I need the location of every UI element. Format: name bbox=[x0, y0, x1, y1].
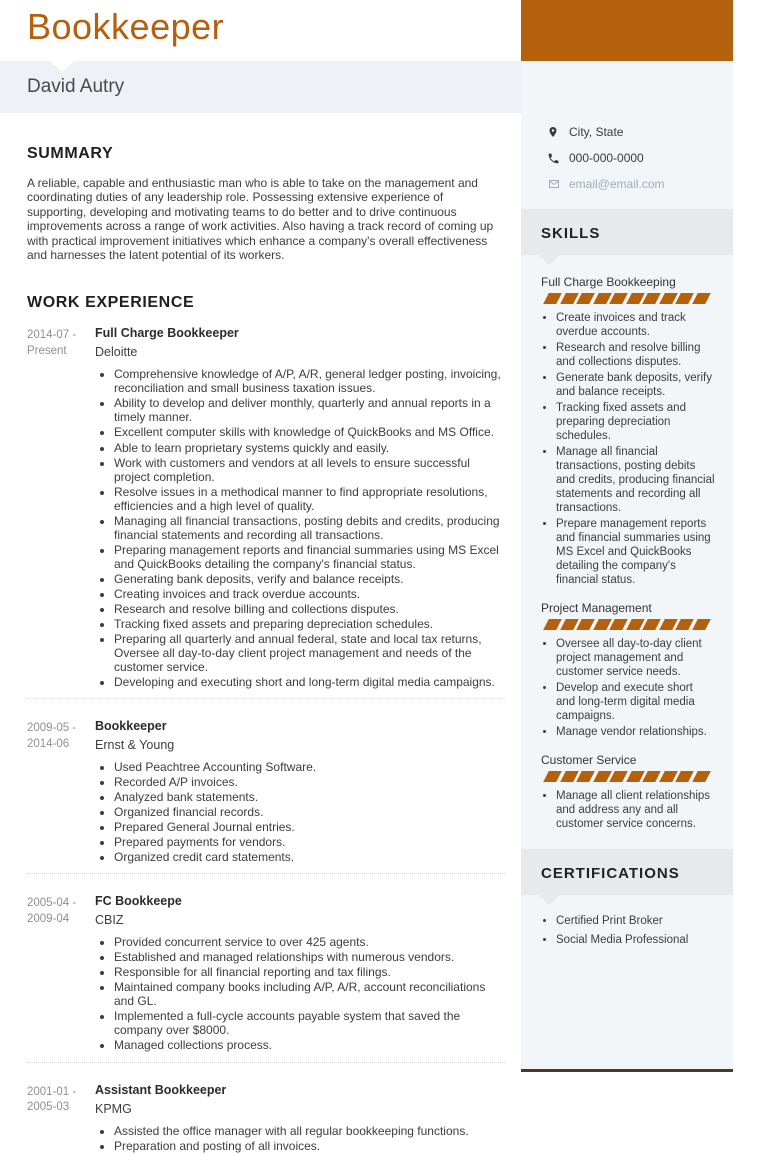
skill-bullet: • Manage all client relationships and address any and all customer service concerns. bbox=[556, 789, 715, 831]
job-bullet: • Organized credit card statements. bbox=[114, 850, 505, 864]
job-bullet: • Preparing management reports and financial summaries using MS Excel and QuickBooks detailing the company's financial status. bbox=[114, 543, 505, 571]
skill-bullet: • Generate bank deposits, verify and balance receipts. bbox=[556, 371, 715, 399]
skill-bar-segment bbox=[609, 771, 627, 782]
name-band bbox=[0, 61, 521, 113]
skill-bar-segment bbox=[593, 619, 611, 630]
job-bullet: • Tracking fixed assets and preparing depreciation schedules. bbox=[114, 617, 505, 631]
job-bullet-list bbox=[95, 367, 505, 689]
skill-bullet-list bbox=[541, 789, 715, 831]
job-company: Ernst & Young bbox=[95, 738, 175, 753]
skill-bullet: • Manage all financial transactions, posting debits and credits, producing financial statements and recording all transactions. bbox=[556, 445, 715, 515]
job-bullet: • Prepared General Journal entries. bbox=[114, 820, 505, 834]
skill-bar-segment bbox=[675, 293, 693, 304]
job-date-to: 2009-04 bbox=[27, 912, 70, 925]
job-title: Assistant Bookkeeper bbox=[95, 1082, 227, 1097]
skill-bullet: • Manage vendor relationships. bbox=[556, 725, 715, 739]
job-bullet: • Ability to develop and deliver monthly, quarterly and annual reports in a timely manner. bbox=[114, 396, 505, 424]
skill-bar bbox=[541, 771, 715, 783]
skill-bar-segment bbox=[626, 771, 644, 782]
job-date-from: 2009-05 - bbox=[27, 722, 77, 735]
job-date-to: 2005-03 bbox=[27, 1101, 70, 1114]
skill-bar-segment bbox=[692, 293, 710, 304]
skill-bar-segment bbox=[692, 771, 710, 782]
job-date-from: 2005-04 - bbox=[27, 897, 77, 910]
certifications-band bbox=[521, 849, 733, 895]
skill-item bbox=[541, 753, 715, 831]
skill-bullet-list bbox=[541, 311, 715, 587]
contact-phone-row bbox=[547, 151, 733, 165]
job-bullet: • Used Peachtree Accounting Software. bbox=[114, 760, 505, 774]
job-bullet: • Provided concurrent service to over 425 agents. bbox=[114, 935, 505, 949]
skill-bullet: • Create invoices and track overdue accounts. bbox=[556, 311, 715, 339]
job-bullet: • Able to learn proprietary systems quickly and easily. bbox=[114, 441, 505, 455]
skill-name: Project Management bbox=[541, 601, 652, 616]
job-title: Bookkeeper bbox=[95, 719, 167, 734]
job-bullet: • Maintained company books including A/P, A/R, account reconciliations and GL. bbox=[114, 980, 505, 1008]
skill-bar-segment bbox=[609, 619, 627, 630]
skill-bar-segment bbox=[642, 293, 660, 304]
phone-icon bbox=[547, 152, 563, 165]
certifications-band-notch bbox=[538, 895, 560, 905]
skill-bar-segment bbox=[593, 293, 611, 304]
skill-bullet: • Prepare management reports and financial summaries using MS Excel and QuickBooks detailing the company's financial status. bbox=[556, 517, 715, 587]
contact-email-row bbox=[547, 177, 733, 191]
skill-bar-segment bbox=[576, 293, 594, 304]
job-bullet: • Recorded A/P invoices. bbox=[114, 775, 505, 789]
job-body bbox=[95, 326, 505, 690]
skill-bar-segment bbox=[543, 293, 561, 304]
summary-text: A reliable, capable and enthusiastic man who is able to take on the management and coordinating duties of any leadership role. Possessing extensive experience of supporting, developing and motivating teams to do better and to drive continuous improvements across a range of work activities. Also having a track record of coming up with practical improvement initiatives which enhance a company's overall effectiveness and harnesses the latent potential of its workers. bbox=[27, 176, 494, 262]
job-bullet: • Research and resolve billing and collections disputes. bbox=[114, 602, 505, 616]
skill-bar-segment bbox=[659, 293, 677, 304]
candidate-name: David Autry bbox=[27, 76, 125, 97]
skill-bullet-list bbox=[541, 637, 715, 739]
job-bullet: • Analyzed bank statements. bbox=[114, 790, 505, 804]
job-company: CBIZ bbox=[95, 913, 124, 928]
job-dates bbox=[27, 894, 95, 1053]
skills-heading: SKILLS bbox=[541, 225, 601, 242]
job-entry bbox=[27, 873, 505, 1053]
skill-bar-segment bbox=[560, 619, 578, 630]
job-title: Full Charge Bookkeeper bbox=[95, 326, 239, 341]
job-entry bbox=[27, 698, 505, 865]
skill-bar-segment bbox=[543, 619, 561, 630]
skill-bar-segment bbox=[560, 293, 578, 304]
job-bullet: • Implemented a full-cycle accounts payable system that saved the company over $8000. bbox=[114, 1009, 505, 1037]
job-bullet: • Work with customers and vendors at all levels to ensure successful project completion. bbox=[114, 456, 505, 484]
skill-bar-segment bbox=[675, 771, 693, 782]
skill-bar-segment bbox=[642, 619, 660, 630]
job-bullet: • Preparation and posting of all invoices. bbox=[114, 1139, 505, 1153]
page-title: Bookkeeper bbox=[27, 6, 225, 47]
skill-bar-segment bbox=[543, 771, 561, 782]
skill-name: Customer Service bbox=[541, 753, 637, 768]
job-dates bbox=[27, 719, 95, 865]
location-pin-icon bbox=[547, 125, 563, 139]
job-bullet: • Creating invoices and track overdue accounts. bbox=[114, 587, 505, 601]
main-content bbox=[0, 145, 521, 1154]
job-entry bbox=[27, 1062, 505, 1154]
job-date-to: Present bbox=[27, 344, 67, 357]
summary-heading: SUMMARY bbox=[27, 145, 114, 162]
job-bullet: • Established and managed relationships with numerous vendors. bbox=[114, 950, 505, 964]
job-bullet: • Resolve issues in a methodical manner to find appropriate resolutions, efficiencies and a high level of quality. bbox=[114, 485, 505, 513]
job-title: FC Bookkeepe bbox=[95, 894, 182, 909]
skill-bullet: • Research and resolve billing and collections disputes. bbox=[556, 341, 715, 369]
job-bullet: • Preparing all quarterly and annual federal, state and local tax returns, Oversee all day-to-day client project management and needs of the customer service. bbox=[114, 632, 505, 674]
contact-email: email@email.com bbox=[569, 177, 665, 191]
skill-bar bbox=[541, 293, 715, 305]
skill-bar-segment bbox=[659, 771, 677, 782]
job-list bbox=[27, 324, 505, 1153]
job-bullet: • Responsible for all financial reporting and tax filings. bbox=[114, 965, 505, 979]
certifications-heading: CERTIFICATIONS bbox=[541, 865, 680, 883]
job-date-to: 2014-06 bbox=[27, 737, 70, 750]
job-bullet-list bbox=[95, 760, 505, 864]
skill-bar-segment bbox=[626, 293, 644, 304]
certifications-list bbox=[541, 913, 715, 948]
contact-phone: 000-000-0000 bbox=[569, 151, 644, 165]
skill-bar-segment bbox=[626, 619, 644, 630]
job-body bbox=[95, 894, 505, 1053]
sidebar-bottom-line bbox=[521, 1069, 733, 1072]
skill-name: Full Charge Bookkeeping bbox=[541, 275, 676, 289]
job-bullet: • Assisted the office manager with all regular bookkeeping functions. bbox=[114, 1124, 505, 1138]
contact-location: City, State bbox=[569, 125, 624, 139]
job-bullet: • Generating bank deposits, verify and balance receipts. bbox=[114, 572, 505, 586]
job-bullet: • Prepared payments for vendors. bbox=[114, 835, 505, 849]
envelope-icon bbox=[547, 178, 563, 190]
job-bullet: • Managed collections process. bbox=[114, 1038, 505, 1052]
skill-bar-segment bbox=[576, 619, 594, 630]
skill-item bbox=[541, 275, 715, 587]
skills-band bbox=[521, 209, 733, 255]
skills-band-notch bbox=[538, 255, 560, 265]
job-company: KPMG bbox=[95, 1101, 132, 1116]
job-bullet-list bbox=[95, 935, 505, 1052]
job-bullet: • Managing all financial transactions, posting debits and credits, producing financial statements and recording all transactions. bbox=[114, 514, 505, 542]
sidebar bbox=[521, 0, 733, 1072]
skill-bar-segment bbox=[675, 619, 693, 630]
skill-bar bbox=[541, 619, 715, 631]
job-bullet: • Developing and executing short and long-term digital media campaigns. bbox=[114, 675, 505, 689]
skill-bar-segment bbox=[593, 771, 611, 782]
job-date-from: 2014-07 - bbox=[27, 329, 77, 342]
skill-bullet: • Tracking fixed assets and preparing depreciation schedules. bbox=[556, 401, 715, 443]
job-bullet: • Excellent computer skills with knowledge of QuickBooks and MS Office. bbox=[114, 425, 505, 439]
skill-bar-segment bbox=[659, 619, 677, 630]
job-dates bbox=[27, 326, 95, 690]
skill-item bbox=[541, 601, 715, 739]
contact-location-row bbox=[547, 125, 733, 139]
skill-bullet: • Develop and execute short and long-term digital media campaigns. bbox=[556, 681, 715, 723]
certification-item: • Social Media Professional bbox=[556, 932, 715, 949]
skill-bar-segment bbox=[692, 619, 710, 630]
job-company: Deloitte bbox=[95, 345, 138, 360]
skill-bar-segment bbox=[560, 771, 578, 782]
job-body bbox=[95, 719, 505, 865]
accent-block bbox=[521, 0, 733, 61]
skill-bar-segment bbox=[642, 771, 660, 782]
job-entry bbox=[27, 324, 505, 690]
contact-info bbox=[521, 61, 733, 191]
job-bullet: • Organized financial records. bbox=[114, 805, 505, 819]
certification-item: • Certified Print Broker bbox=[556, 913, 715, 930]
skill-bar-segment bbox=[609, 293, 627, 304]
skill-bullet: • Oversee all day-to-day client project management and customer service needs. bbox=[556, 637, 715, 679]
header bbox=[0, 0, 521, 61]
job-date-from: 2001-01 - bbox=[27, 1085, 77, 1098]
name-band-notch bbox=[50, 61, 74, 72]
job-dates bbox=[27, 1083, 95, 1154]
skills-list bbox=[521, 255, 733, 831]
work-experience-heading: WORK EXPERIENCE bbox=[27, 294, 195, 312]
job-bullet-list bbox=[95, 1124, 505, 1153]
job-body bbox=[95, 1083, 505, 1154]
job-bullet: • Comprehensive knowledge of A/P, A/R, general ledger posting, invoicing, reconciliation and small business taxation issues. bbox=[114, 367, 505, 395]
skill-bar-segment bbox=[576, 771, 594, 782]
